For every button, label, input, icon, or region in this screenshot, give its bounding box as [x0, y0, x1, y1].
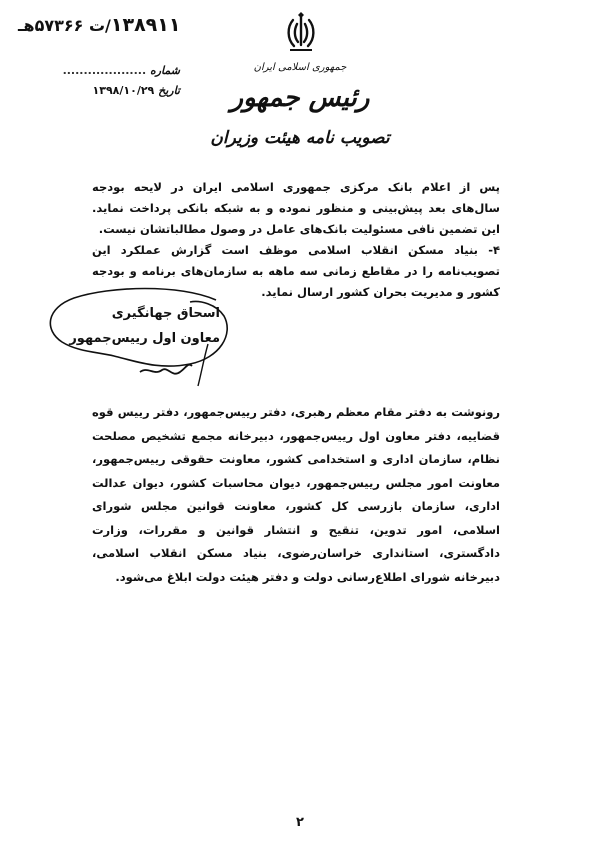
- number-dots: ....................: [62, 64, 147, 77]
- document-number-value: ۱۳۸۹۱۱: [110, 14, 181, 36]
- document-number: [18, 14, 188, 36]
- body-paragraph-2: ۴- بنیاد مسکن انقلاب اسلامی موظف است گزارش عملکرد این تصویب‌نامه را در مقاطع زمانی سه ماهه به سازمان‌های برنامه و بودجه کشور و مدیریت بحران کشور ارسال نماید.: [92, 243, 500, 299]
- date-label: تاریخ: [158, 84, 180, 97]
- president-title: رئیس جمهور: [230, 83, 370, 113]
- iran-emblem-icon: [284, 12, 318, 54]
- signatory-title: معاون اول رییس‌جمهور: [69, 331, 220, 346]
- document-code: /ت ۵۷۳۶۶هـ: [18, 16, 111, 35]
- date-row: [20, 84, 180, 97]
- page-number: ۲: [296, 815, 304, 830]
- distribution-paragraph: رونوشت به دفتر مقام معظم رهبری، دفتر رییس‌جمهور، دفتر رییس قوه قضاییه، دفتر معاون اول رییس‌جمهور، دبیرخانه مجمع تشخیص مصلحت نظام، سازمان اداری و استخدامی کشور، معاونت حقوقی رییس‌جمهور، معاونت امور مجلس رییس‌جمهور، دیوان محاسبات کشور، دیوان عدالت اداری، سازمان بازرسی کل کشور، معاونت قوانین مجلس شورای اسلامی، امور تدوین، تنقیح و انتشار قوانین و مقررات، وزارت دادگستری، استانداری خراسان‌رضوی، بنیاد مسکن انقلاب اسلامی، دبیرخانه شورای اطلاع‌رسانی دولت و دفتر هیئت دولت ابلاغ می‌شود.: [92, 405, 500, 584]
- body-paragraph-1: پس از اعلام بانک مرکزی جمهوری اسلامی ایران در لایحه بودجه سال‌های بعد پیش‌بینی و منظور نموده و به شبکه بانکی پرداخت نماید. این تضمین نافی مسئولیت بانک‌های عامل در وصول مطالباتشان نیست.: [92, 180, 500, 236]
- republic-title: جمهوری اسلامی ایران: [253, 62, 347, 73]
- number-label: شماره: [149, 64, 180, 77]
- date-value: ۱۳۹۸/۱۰/۲۹: [92, 84, 155, 97]
- cabinet-title: تصویب نامه هیئت وزیران: [210, 128, 390, 148]
- number-row: [20, 64, 180, 77]
- signatory-name: اسحاق جهانگیری: [111, 306, 220, 321]
